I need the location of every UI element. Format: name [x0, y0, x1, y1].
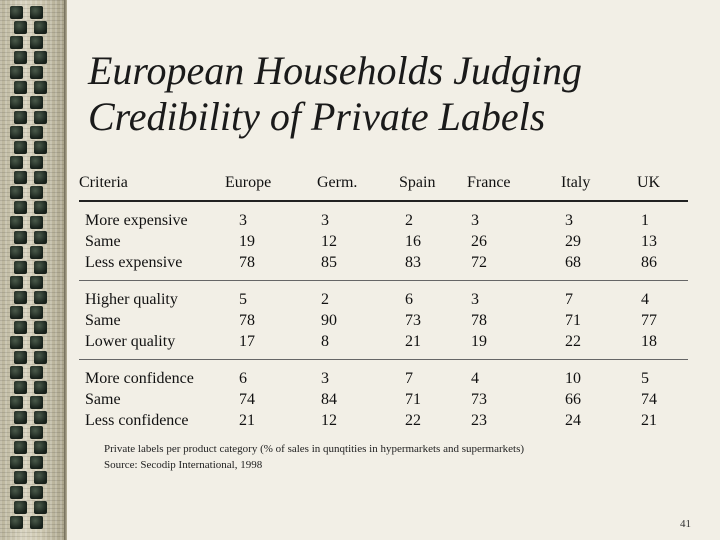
binding-hole — [10, 306, 23, 319]
criteria-cell — [79, 281, 225, 360]
value-cell — [385, 360, 457, 439]
value-cell — [225, 360, 305, 439]
binding-hole — [34, 351, 47, 364]
value: 74 — [239, 390, 255, 408]
binding-hole — [14, 381, 27, 394]
binding-hole — [34, 501, 47, 514]
value: 21 — [641, 411, 657, 429]
binding-hole — [10, 366, 23, 379]
value: 84 — [321, 390, 337, 408]
spine-binding-holes — [10, 6, 56, 536]
value: 71 — [565, 311, 581, 329]
value: 19 — [239, 232, 255, 250]
value: 3 — [321, 211, 329, 229]
binding-hole — [10, 516, 23, 529]
value: 4 — [471, 369, 479, 387]
header-italy: Italy — [541, 166, 617, 201]
value: 12 — [321, 232, 337, 250]
binding-hole — [30, 246, 43, 259]
binding-hole — [14, 141, 27, 154]
value: 78 — [239, 311, 255, 329]
value: 17 — [239, 332, 255, 350]
header-uk: UK — [617, 166, 688, 201]
table-row — [79, 201, 688, 281]
value-cell — [617, 360, 688, 439]
binding-hole — [14, 81, 27, 94]
binding-hole — [30, 396, 43, 409]
binding-hole — [30, 486, 43, 499]
value: 86 — [641, 253, 657, 271]
value: 26 — [471, 232, 487, 250]
criteria-label: Lower quality — [85, 332, 176, 350]
criteria-label: More confidence — [85, 369, 194, 387]
binding-hole — [10, 126, 23, 139]
value-cell — [305, 281, 385, 360]
value: 12 — [321, 411, 337, 429]
value: 4 — [641, 290, 649, 308]
value-cell — [225, 281, 305, 360]
binding-hole — [30, 426, 43, 439]
value: 5 — [641, 369, 649, 387]
value: 3 — [239, 211, 247, 229]
page-number: 41 — [680, 518, 691, 530]
binding-hole — [10, 96, 23, 109]
spine-edge — [64, 0, 67, 540]
value: 85 — [321, 253, 337, 271]
value: 22 — [405, 411, 421, 429]
binding-hole — [14, 321, 27, 334]
binding-hole — [34, 471, 47, 484]
criteria-cell — [79, 201, 225, 281]
binding-hole — [30, 216, 43, 229]
value: 7 — [405, 369, 413, 387]
value-cell — [541, 281, 617, 360]
binding-hole — [10, 36, 23, 49]
binding-hole — [30, 126, 43, 139]
binding-hole — [14, 171, 27, 184]
header-spain: Spain — [385, 166, 457, 201]
table-row — [79, 281, 688, 360]
binding-hole — [14, 441, 27, 454]
binding-hole — [10, 6, 23, 19]
value: 73 — [405, 311, 421, 329]
binding-hole — [34, 321, 47, 334]
value: 19 — [471, 332, 487, 350]
value: 78 — [239, 253, 255, 271]
criteria-label: Less confidence — [85, 411, 189, 429]
binding-hole — [34, 21, 47, 34]
value: 78 — [471, 311, 487, 329]
value-cell — [305, 201, 385, 281]
binding-hole — [30, 36, 43, 49]
binding-hole — [30, 66, 43, 79]
title-line-2: Credibility of Private Labels — [88, 94, 546, 139]
binding-hole — [14, 501, 27, 514]
table-header-row — [79, 166, 688, 201]
value: 21 — [405, 332, 421, 350]
value-cell — [457, 201, 541, 281]
binding-hole — [10, 486, 23, 499]
binding-hole — [34, 201, 47, 214]
binding-hole — [30, 336, 43, 349]
binding-hole — [10, 216, 23, 229]
criteria-label: Same — [85, 232, 121, 250]
binding-hole — [30, 6, 43, 19]
value-cell — [457, 281, 541, 360]
binding-hole — [10, 336, 23, 349]
value: 6 — [405, 290, 413, 308]
binding-hole — [14, 471, 27, 484]
binding-hole — [14, 261, 27, 274]
criteria-label: More expensive — [85, 211, 188, 229]
binding-hole — [30, 516, 43, 529]
criteria-cell — [79, 360, 225, 439]
binding-hole — [14, 411, 27, 424]
binding-hole — [14, 111, 27, 124]
binding-hole — [10, 246, 23, 259]
value: 72 — [471, 253, 487, 271]
binding-hole — [34, 231, 47, 244]
value: 68 — [565, 253, 581, 271]
value-cell — [385, 281, 457, 360]
value: 77 — [641, 311, 657, 329]
value-cell — [541, 360, 617, 439]
binding-hole — [34, 291, 47, 304]
value: 90 — [321, 311, 337, 329]
binding-hole — [30, 156, 43, 169]
value: 22 — [565, 332, 581, 350]
value: 24 — [565, 411, 581, 429]
binding-hole — [10, 156, 23, 169]
value: 66 — [565, 390, 581, 408]
binding-hole — [30, 276, 43, 289]
binding-hole — [10, 396, 23, 409]
binding-hole — [30, 96, 43, 109]
header-criteria: Criteria — [79, 166, 225, 201]
credibility-table — [79, 166, 688, 438]
value-cell — [617, 281, 688, 360]
binding-hole — [34, 171, 47, 184]
binding-hole — [14, 21, 27, 34]
value-cell — [385, 201, 457, 281]
value: 3 — [471, 290, 479, 308]
value: 16 — [405, 232, 421, 250]
value-cell — [541, 201, 617, 281]
binding-hole — [30, 306, 43, 319]
value: 23 — [471, 411, 487, 429]
header-europe: Europe — [225, 166, 305, 201]
binding-hole — [14, 201, 27, 214]
value: 6 — [239, 369, 247, 387]
binding-hole — [34, 111, 47, 124]
header-france: France — [457, 166, 541, 201]
value: 3 — [565, 211, 573, 229]
binding-hole — [34, 441, 47, 454]
binding-hole — [34, 381, 47, 394]
title-line-1: European Households Judging — [88, 48, 583, 93]
slide-title — [88, 48, 688, 140]
binding-hole — [10, 456, 23, 469]
binding-hole — [10, 426, 23, 439]
value: 13 — [641, 232, 657, 250]
criteria-label: Same — [85, 390, 121, 408]
value: 2 — [405, 211, 413, 229]
binding-hole — [14, 51, 27, 64]
value: 2 — [321, 290, 329, 308]
value: 10 — [565, 369, 581, 387]
binding-hole — [14, 291, 27, 304]
value: 8 — [321, 332, 329, 350]
binding-hole — [34, 141, 47, 154]
value: 7 — [565, 290, 573, 308]
binding-hole — [30, 186, 43, 199]
value: 73 — [471, 390, 487, 408]
value-cell — [225, 201, 305, 281]
value-cell — [305, 360, 385, 439]
binding-hole — [30, 366, 43, 379]
value: 18 — [641, 332, 657, 350]
criteria-label: Higher quality — [85, 290, 178, 308]
binding-hole — [14, 351, 27, 364]
value: 1 — [641, 211, 649, 229]
notebook-spine — [0, 0, 66, 540]
criteria-label: Less expensive — [85, 253, 183, 271]
binding-hole — [10, 186, 23, 199]
value: 29 — [565, 232, 581, 250]
footnote-line-2: Source: Secodip International, 1998 — [104, 459, 263, 471]
value: 21 — [239, 411, 255, 429]
header-germany: Germ. — [305, 166, 385, 201]
value: 3 — [321, 369, 329, 387]
value: 74 — [641, 390, 657, 408]
binding-hole — [34, 51, 47, 64]
binding-hole — [10, 276, 23, 289]
binding-hole — [34, 261, 47, 274]
value-cell — [617, 201, 688, 281]
binding-hole — [30, 456, 43, 469]
table-row — [79, 360, 688, 439]
value-cell — [457, 360, 541, 439]
value: 83 — [405, 253, 421, 271]
footnote-line-1: Private labels per product category (% of sales in qunqtities in hypermarkets and supermarkets) — [104, 443, 525, 455]
value: 71 — [405, 390, 421, 408]
footnote — [104, 441, 524, 473]
binding-hole — [14, 231, 27, 244]
binding-hole — [10, 66, 23, 79]
binding-hole — [34, 81, 47, 94]
value: 3 — [471, 211, 479, 229]
criteria-label: Same — [85, 311, 121, 329]
binding-hole — [34, 411, 47, 424]
value: 5 — [239, 290, 247, 308]
